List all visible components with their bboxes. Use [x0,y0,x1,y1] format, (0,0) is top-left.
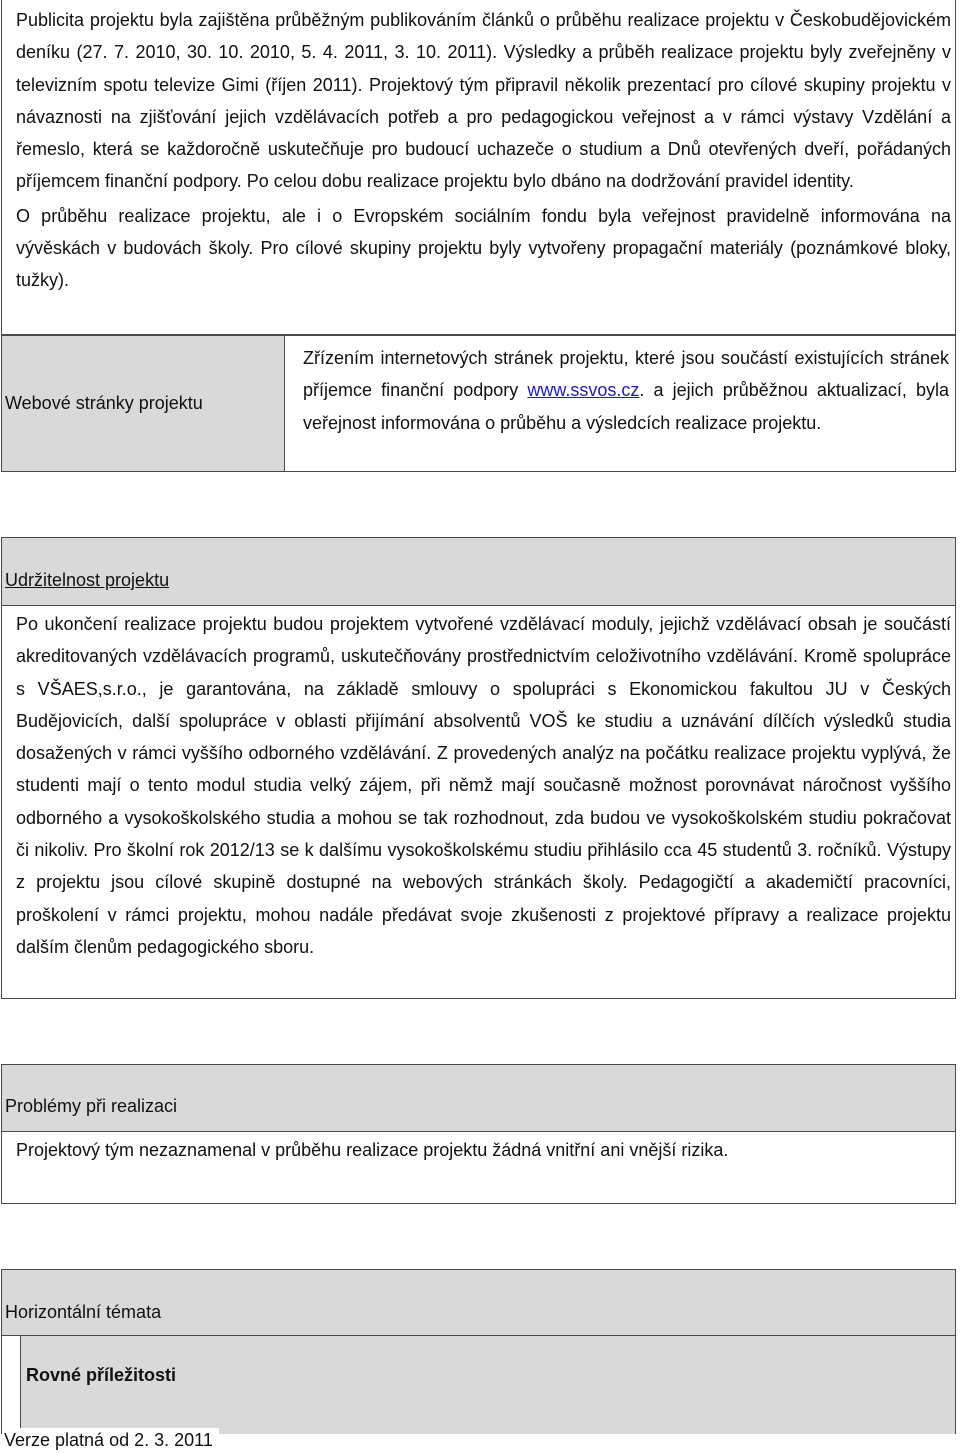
problems-body [1,1132,956,1204]
problems-heading-text: Problémy při realizaci [5,1096,178,1116]
sustainability-heading [1,537,956,606]
equal-opportunities-indent [2,1336,21,1434]
equal-opportunities-row [1,1336,956,1434]
equal-opportunities-cell [21,1336,955,1434]
sustainability-text: Po ukončení realizace projektu budou projektem vytvořené vzdělávací moduly, jejichž vzdělávací obsah je součástí akreditovaných vzdělávacích programů, uskutečňovány prostřednictvím celoživotního vzdělávání. Kromě spolupráce s VŠAES,s.r.o., je garantována, na základě smlouvy o spolupráci s Ekonomickou fakultou JU v Českých Budějovicích, další spolupráce v oblasti přijímání absolventů VOŠ ke studiu a uznávání dílčích výsledků studia dosažených v rámci vyššího odborného vzdělávání. Z provedených analýz na počátku realizace projektu vyplývá, že studenti mají o tento modul studia velký zájem, při němž mají současně možnost porovnávat náročnost vyššího odborného a vysokoškolského studia a mohou se tak rozhodnout, zda budou ve vysokoškolském studiu pokračovat či nikoliv. Pro školní rok 2012/13 se k dalšímu vysokoškolskému studiu přihlásilo cca 45 studentů 3. ročníků. Výstupy z projektu jsou cílové skupině dostupné na webových stránkách školy. Pedagogičtí a akademičtí pracovníci, proškolení v rámci projektu, mohou nadále předávat svoje zkušenosti z projektové přípravy a realizace projektu dalším členům pedagogického sboru. [16,614,951,957]
web-pages-text [285,336,955,471]
intro-paragraph-information: O průběhu realizace projektu, ale i o Evropském sociálním fondu byla veřejnost pravidelně informována na vývěskách v budovách školy. Pro cílové skupiny projektu byly vytvořeny propagační materiály (poznámkové bloky, tužky). [16,205,951,291]
intro-paragraph-publicity: Publicita projektu byla zajištěna průběžným publikováním článků o průběhu realizace projektu v Českobudějovickém deníku (27. 7. 2010, 30. 10. 2010, 5. 4. 2011, 3. 10. 2011). Výsledky a průběh realizace projektu byly zveřejněny v televizním spotu televize Gimi (říjen 2011). Projektový tým připravil několik prezentací pro cílové skupiny projektu v návaznosti na zjišťování jejich vzdělávacích potřeb a pro pedagogickou veřejnost a v rámci výstavy Vzdělání a řemeslo, která se každoročně uskutečňuje pro budoucí uchazeče o studium a Dnů otevřených dveří, pořádaných příjemcem finanční podpory. Po celou dobu realizace projektu bylo dbáno na dodržování pravidel identity. [16,10,951,192]
web-pages-text-start: Zřízením internetových stránek projektu, které jsou součástí existujících stránek příjemce finanční podpory [303,348,949,401]
web-pages-label: Webové stránky projektu [2,336,285,471]
web-pages-row [1,335,956,472]
horizontal-themes-heading [1,1269,956,1336]
problems-heading [1,1064,956,1132]
intro-section [1,0,956,335]
equal-opportunities-label: Rovné příležitosti [26,1365,177,1385]
problems-text: Projektový tým nezaznamenal v průběhu realizace projektu žádná vnitřní ani vnější rizika. [16,1140,729,1160]
web-pages-text-end: . a jejich průběžnou aktualizací, byla veřejnost informována o průběhu a výsledcích realizace projektu. [303,380,949,433]
sustainability-heading-text: Udržitelnost projektu [5,570,170,590]
ssvos-link[interactable]: www.ssvos.cz [527,380,640,401]
horizontal-themes-heading-text: Horizontální témata [5,1302,162,1322]
sustainability-body [1,606,956,999]
version-footer: Verze platná od 2. 3. 2011 [4,1428,219,1452]
